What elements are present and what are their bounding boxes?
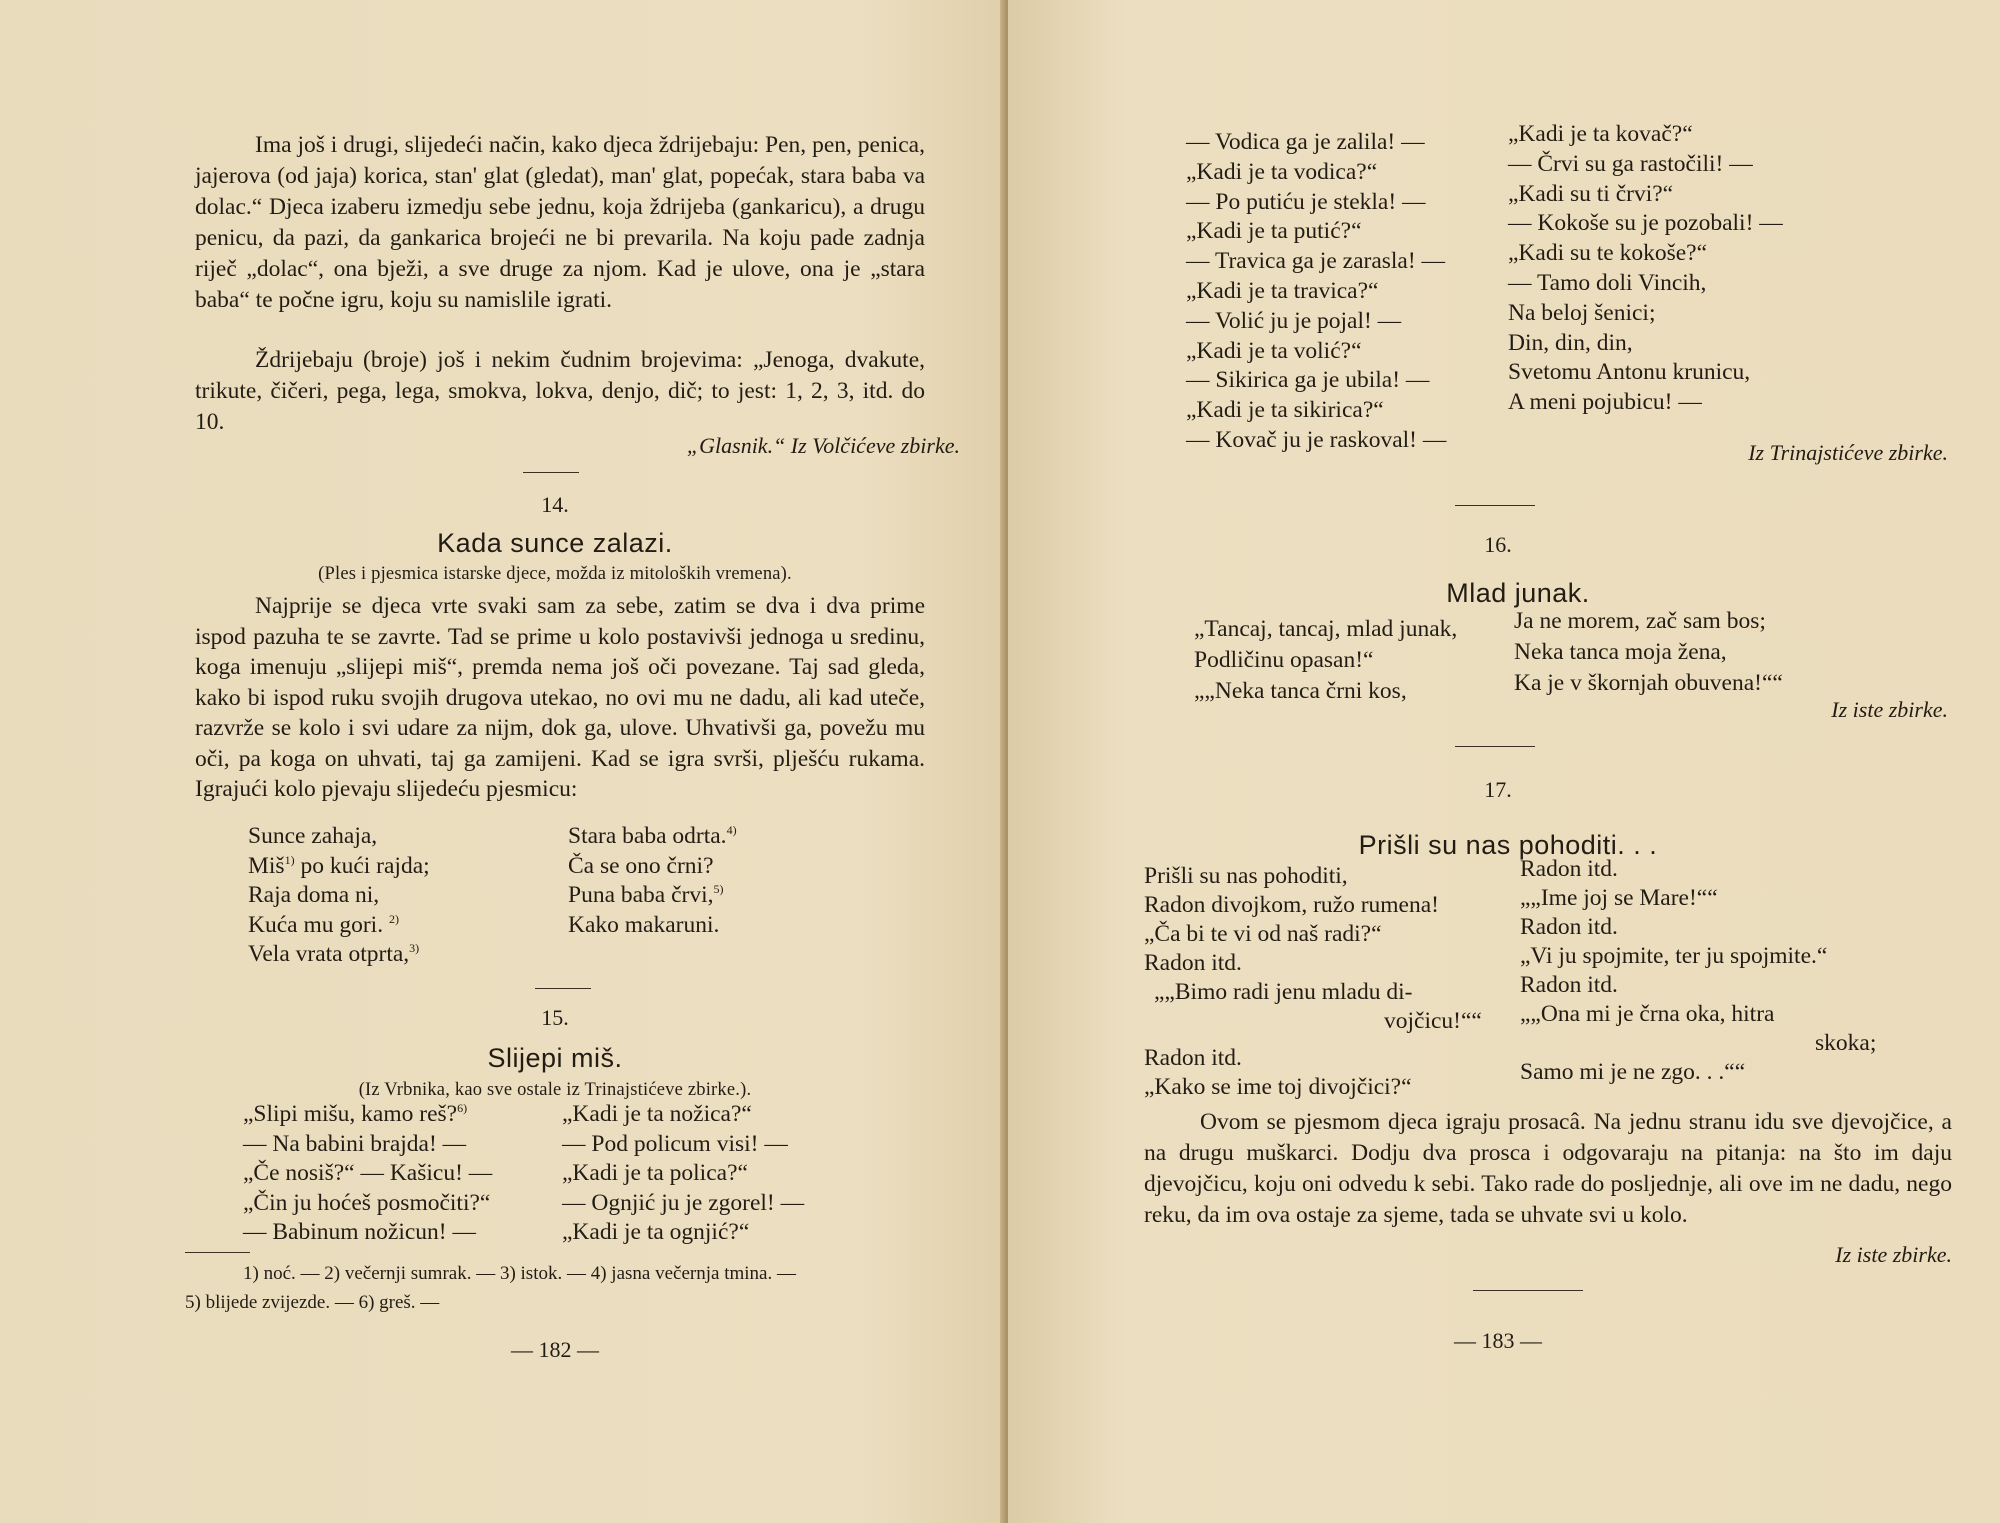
verse-line: — Vodica ga je zalila! — <box>1186 129 1425 155</box>
verse-line: „Kadi su ti črvi?“ <box>1508 180 1674 207</box>
verse-line: Vela vrata otprta,$^{3)}$ <box>248 941 420 967</box>
verse-column-right <box>568 822 737 940</box>
divider <box>1473 1290 1583 1291</box>
verse-line: — Pod policum visi! — <box>562 1130 788 1157</box>
verse-line: — Tamo doli Vincih, <box>1508 269 1707 296</box>
verse-line: Miš$^{1)}$ po kući rajda; <box>248 852 430 879</box>
verse-line: Na beloj šenici; <box>1508 299 1656 326</box>
verse-column-right <box>1514 606 1783 699</box>
footnote-marker: 4) <box>726 823 737 838</box>
intro-paragraph: Ima još i drugi, slijedeći način, kako djeca ždrijebaju: Pen, pen, penica, jajerova (od jaja) korica, stan' glat (gledat), man' glat, popećak, stara baba va dolac.“ Djeca izaberu izmedju sebe jednu, koja ždrijeba (gankaricu), a drugu penicu, da pazi, da gankarica brojeći ne bi prevarila. Na koju pade zadnja riječ „dolac“, ona bježi, a sve druge za njom. Kad je ulove, ona je „stara baba“ te počne igru, koju su namislile igrati. <box>195 132 925 313</box>
footnote-line: 5) blijede zvijezde. — 6) greš. — <box>185 1292 440 1313</box>
footnotes <box>185 1259 945 1317</box>
verse-line: „Kadi je ta nožica?“ <box>562 1101 752 1127</box>
verse-line: — Sikirica ga je ubila! — <box>1186 367 1430 394</box>
divider <box>535 988 591 989</box>
page-number: — 183 — <box>1454 1328 1542 1353</box>
song-number: 16. <box>1484 532 1512 557</box>
song-description: Najprije se djeca vrte svaki sam za sebe, zatim se dva i dva prime ispod pazuha te se zavrte. Tad se prime u kolo postavivši jednoga u sredinu, koga imenuju „slijepi miš“, premda nema još oči povezane. Taj sad gleda, kako bi ispod ruku svojih drugova utekao, no ovi mu ne dadu, ali kad uteče, razvrže se kolo i svi udare za nijm, dok ga, ulove. Uhvativši ga, povežu mu oči, pa koga on uhvati, taj ga zamijeni. Kad se igra svrši, plješću rukama. Igrajući kolo pjevaju slijedeću pjesmicu: <box>195 593 925 802</box>
verse-line: — Kokoše su je pozobali! — <box>1508 210 1783 237</box>
verse-line: vojčicu!““ <box>1384 1008 1482 1034</box>
verse-line: „„Neka tanca črni kos, <box>1194 678 1407 704</box>
song-subtitle: (Ples i pjesmica istarske djece, možda iz mitoloških vremena). <box>318 564 792 584</box>
verse-line: „Kadi je ta vodica?“ <box>1186 158 1378 185</box>
song-number: 14. <box>541 492 569 517</box>
source-citation: Iz iste zbirke. <box>1831 697 1948 722</box>
footnote-marker: 3) <box>409 941 420 956</box>
right-page <box>1008 0 2000 1523</box>
verse-line: „Ča bi te vi od naš radi?“ <box>1144 921 1382 947</box>
verse-line: — Črvi su ga rastočili! — <box>1508 150 1753 177</box>
footnote-line: 1) noć. — 2) večernji sumrak. — 3) istok. — 4) jasna večernja tmina. — <box>243 1263 796 1284</box>
verse-line: Podličinu opasan!“ <box>1194 647 1374 673</box>
divider <box>1455 746 1535 747</box>
song-number: 15. <box>541 1005 569 1030</box>
verse-line: „Kako se ime toj divojčici?“ <box>1144 1074 1412 1100</box>
song-number: 17. <box>1484 777 1512 802</box>
verse-column-left <box>1144 862 1482 1102</box>
verse-line: „„Bimo radi jenu mladu di- <box>1154 979 1413 1005</box>
verse-line: — Po putiću je stekla! — <box>1186 188 1426 215</box>
verse-line: Din, din, din, <box>1508 329 1633 356</box>
footnote-marker: 5) <box>713 882 724 897</box>
song-subtitle: (Iz Vrbnika, kao sve ostale iz Trinajstićeve zbirke.). <box>358 1080 752 1100</box>
verse-column-left <box>243 1100 492 1248</box>
verse-line: Ka je v škornjah obuvena!““ <box>1514 670 1783 696</box>
verse-line: — Kovač ju je raskoval! — <box>1186 426 1447 453</box>
verse-line: „Kadi je ta volić?“ <box>1186 337 1362 364</box>
song-description: Ovom se pjesmom djeca igraju prosacâ. Na jednu stranu idu sve djevojčice, a na drugu muškarci. Dodju dva prosca i odgovaraju na pitanja: na što im daju djevojčicu, koju oni odvedu k sebi. Tako rade do posljednje, ali ove im ne dadu, nego reku, da im ova ostaje za sjeme, tada se uhvate svi u kolo. <box>1144 1109 1952 1228</box>
verse-line: skoka; <box>1815 1030 1877 1056</box>
verse-line: — Volić ju je pojal! — <box>1186 307 1402 334</box>
verse-column-left <box>1194 614 1457 707</box>
verse-line: Samo mi je ne zgo. . .““ <box>1520 1059 1746 1085</box>
verse-line: „„Ime joj se Mare!““ <box>1520 885 1718 911</box>
source-citation: Iz Trinajstićeve zbirke. <box>1748 440 1948 465</box>
verse-line: „Kadi je ta putić?“ <box>1186 218 1362 245</box>
verse-line: Radon itd. <box>1144 950 1242 976</box>
divider <box>523 472 579 473</box>
verse-line: Kako makaruni. <box>568 911 720 938</box>
verse-line: „Kadi je ta travica?“ <box>1186 277 1379 304</box>
verse-line: — Na babini brajda! — <box>243 1130 467 1157</box>
verse-line: Radon itd. <box>1520 914 1618 940</box>
counting-paragraph: Ždrijebaju (broje) još i nekim čudnim brojevima: „Jenoga, dvakute, trikute, čičeri, pega, lega, smokva, lokva, denjo, dič; to jest: 1, 2, 3, itd. do 10. <box>195 347 925 435</box>
verse-line: „Kadi je ta ognjić?“ <box>562 1219 750 1245</box>
song-title: Prišli su nas pohoditi. . . <box>1358 830 1658 860</box>
verse-line: „Če nosiš?“ — Kašicu! — <box>243 1160 493 1186</box>
verse-line: „Slipi mišu, kamo reš?$^{6)}$ <box>243 1101 468 1127</box>
verse-column-left <box>248 822 430 970</box>
song-title: Slijepi miš. <box>487 1043 623 1073</box>
verse-line: Svetomu Antonu krunicu, <box>1508 359 1751 386</box>
verse-line: „Kadi su te kokoše?“ <box>1508 240 1708 267</box>
verse-line: Radon divojkom, ružo rumena! <box>1144 892 1439 918</box>
verse-line: „Kadi je ta kovač?“ <box>1508 121 1693 147</box>
source-citation: Iz iste zbirke. <box>1835 1242 1952 1267</box>
footnote-marker: 6) <box>457 1101 468 1116</box>
verse-line: Ča se ono črni? <box>568 852 714 879</box>
verse-line: Stara baba odrta.$^{4)}$ <box>568 823 737 849</box>
footnote-marker: 2) <box>388 911 399 926</box>
verse-line: „Vi ju spojmite, ter ju spojmite.“ <box>1520 943 1828 969</box>
verse-line: Prišli su nas pohoditi, <box>1144 863 1348 889</box>
verse-line: Radon itd. <box>1144 1045 1242 1071</box>
verse-line: Radon itd. <box>1520 856 1618 882</box>
verse-line: Sunce zahaja, <box>248 823 378 849</box>
verse-line: „Tancaj, tancaj, mlad junak, <box>1194 616 1458 642</box>
verse-line: „Kadi je ta sikirica?“ <box>1186 397 1384 424</box>
verse-line: — Travica ga je zarasla! — <box>1186 248 1446 275</box>
verse-column-right <box>1508 120 1783 418</box>
verse-line: A meni pojubicu! — <box>1508 389 1702 416</box>
verse-column-right <box>1520 855 1876 1087</box>
verse-line: Raja doma ni, <box>248 882 380 908</box>
verse-line: Ja ne morem, zač sam bos; <box>1514 608 1766 634</box>
verse-line: Radon itd. <box>1520 972 1618 998</box>
footnote-divider <box>185 1252 250 1253</box>
divider <box>1455 505 1535 506</box>
verse-line: Neka tanca moja žena, <box>1514 639 1727 665</box>
song-title: Kada sunce zalazi. <box>437 528 673 558</box>
page-number: — 182 — <box>511 1337 599 1362</box>
source-citation: „Glasnik.“ Iz Volčićeve zbirke. <box>686 433 960 458</box>
verse-line: „„Ona mi je črna oka, hitra <box>1520 1001 1775 1027</box>
verse-line: Puna baba črvi,$^{5)}$ <box>568 882 724 908</box>
song-title: Mlad junak. <box>1446 578 1590 608</box>
verse-line: „Čin ju hoćeš posmočiti?“ <box>243 1189 491 1216</box>
verse-line: — Ognjić ju je zgorel! — <box>562 1189 805 1216</box>
verse-line: „Kadi je ta polica?“ <box>562 1160 748 1186</box>
verse-line: Kuća mu gori. $^{2)}$ <box>248 911 399 938</box>
verse-column-left <box>1186 128 1446 456</box>
verse-column-right <box>562 1100 804 1248</box>
footnote-marker: 1) <box>284 852 295 867</box>
verse-line: — Babinum nožicun! — <box>243 1219 477 1245</box>
